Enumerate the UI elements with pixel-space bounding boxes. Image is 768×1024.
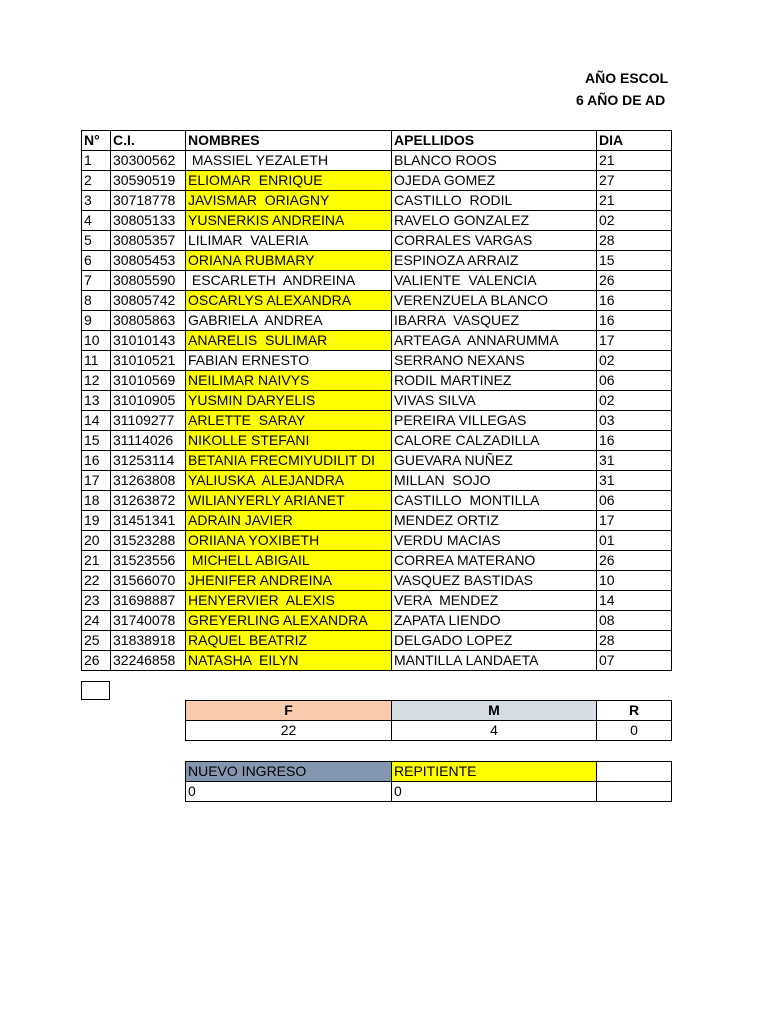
row-number[interactable]: 26 [82, 651, 111, 671]
table-row [82, 371, 672, 391]
row-dia[interactable]: 17 [597, 331, 672, 351]
table-row [82, 271, 672, 291]
row-apellidos[interactable]: PEREIRA VILLEGAS [392, 411, 597, 431]
row-ci[interactable]: 31740078 [111, 611, 186, 631]
table-row [82, 551, 672, 571]
row-number[interactable]: 21 [82, 551, 111, 571]
row-ci[interactable]: 30805863 [111, 311, 186, 331]
summary-value-f[interactable]: 22 [186, 721, 392, 741]
row-apellidos[interactable]: VERA MENDEZ [392, 591, 597, 611]
row-dia[interactable]: 28 [597, 231, 672, 251]
row-ci[interactable]: 31253114 [111, 451, 186, 471]
row-number[interactable]: 16 [82, 451, 111, 471]
row-ci[interactable]: 31114026 [111, 431, 186, 451]
row-dia[interactable]: 07 [597, 651, 672, 671]
enrollment-header-empty[interactable] [597, 762, 672, 782]
row-nombres[interactable]: GABRIELA ANDREA [186, 311, 392, 331]
student-roster-table [81, 130, 672, 671]
row-ci[interactable]: 30805590 [111, 271, 186, 291]
title-line-1: AÑO ESCOL [585, 70, 669, 86]
table-row [82, 391, 672, 411]
row-nombres[interactable]: ORIIANA YOXIBETH [186, 531, 392, 551]
enrollment-values-row [186, 782, 672, 802]
row-number[interactable]: 19 [82, 511, 111, 531]
row-dia[interactable]: 16 [597, 311, 672, 331]
row-ci[interactable]: 31263808 [111, 471, 186, 491]
row-number[interactable]: 10 [82, 331, 111, 351]
row-dia[interactable]: 02 [597, 351, 672, 371]
row-number[interactable]: 4 [82, 211, 111, 231]
row-number[interactable]: 25 [82, 631, 111, 651]
row-nombres[interactable]: ADRAIN JAVIER [186, 511, 392, 531]
row-dia[interactable]: 03 [597, 411, 672, 431]
column-header-apellidos[interactable]: APELLIDOS [392, 131, 597, 151]
row-ci[interactable]: 30590519 [111, 171, 186, 191]
row-ci[interactable]: 31010569 [111, 371, 186, 391]
table-row [82, 411, 672, 431]
row-apellidos[interactable]: IBARRA VASQUEZ [392, 311, 597, 331]
row-nombres[interactable]: JHENIFER ANDREINA [186, 571, 392, 591]
row-number[interactable]: 9 [82, 311, 111, 331]
table-row [82, 311, 672, 331]
row-apellidos[interactable]: VERDU MACIAS [392, 531, 597, 551]
column-header-number[interactable]: N° [82, 131, 111, 151]
row-number[interactable]: 15 [82, 431, 111, 451]
table-row [82, 571, 672, 591]
row-apellidos[interactable]: MENDEZ ORTIZ [392, 511, 597, 531]
enrollment-summary-table [185, 761, 672, 802]
row-apellidos[interactable]: GUEVARA NUÑEZ [392, 451, 597, 471]
row-number[interactable]: 17 [82, 471, 111, 491]
table-row [82, 151, 672, 171]
row-ci[interactable]: 31010143 [111, 331, 186, 351]
table-row [82, 331, 672, 351]
enrollment-value-empty[interactable] [597, 782, 672, 802]
row-dia[interactable]: 08 [597, 611, 672, 631]
row-dia[interactable]: 16 [597, 291, 672, 311]
gender-summary-table [185, 700, 672, 741]
row-apellidos[interactable]: SERRANO NEXANS [392, 351, 597, 371]
column-header-dia[interactable]: DIA [597, 131, 672, 151]
row-nombres[interactable]: MASSIEL YEZALETH [186, 151, 392, 171]
row-ci[interactable]: 30718778 [111, 191, 186, 211]
row-apellidos[interactable]: CASTILLO RODIL [392, 191, 597, 211]
row-ci[interactable]: 31566070 [111, 571, 186, 591]
table-row [82, 351, 672, 371]
row-nombres[interactable]: LILIMAR VALERIA [186, 231, 392, 251]
row-apellidos[interactable]: DELGADO LOPEZ [392, 631, 597, 651]
row-number[interactable]: 24 [82, 611, 111, 631]
row-nombres[interactable]: NATASHA EILYN [186, 651, 392, 671]
row-dia[interactable]: 15 [597, 251, 672, 271]
row-ci[interactable]: 31523288 [111, 531, 186, 551]
summary-header-r[interactable]: R [597, 701, 672, 721]
row-dia[interactable]: 14 [597, 591, 672, 611]
row-nombres[interactable]: ELIOMAR ENRIQUE [186, 171, 392, 191]
row-nombres[interactable]: ESCARLETH ANDREINA [186, 271, 392, 291]
row-nombres[interactable]: WILIANYERLY ARIANET [186, 491, 392, 511]
row-apellidos[interactable]: CORREA MATERANO [392, 551, 597, 571]
row-nombres[interactable]: GREYERLING ALEXANDRA [186, 611, 392, 631]
summary-value-m[interactable]: 4 [392, 721, 597, 741]
row-ci[interactable]: 31523556 [111, 551, 186, 571]
summary-header-m[interactable]: M [392, 701, 597, 721]
table-row [82, 291, 672, 311]
row-nombres[interactable]: MICHELL ABIGAIL [186, 551, 392, 571]
row-ci[interactable]: 31010521 [111, 351, 186, 371]
row-dia[interactable]: 06 [597, 491, 672, 511]
row-apellidos[interactable]: VERENZUELA BLANCO [392, 291, 597, 311]
empty-cell[interactable] [81, 681, 110, 700]
row-ci[interactable]: 30805357 [111, 231, 186, 251]
row-apellidos[interactable]: ESPINOZA ARRAIZ [392, 251, 597, 271]
row-number[interactable]: 2 [82, 171, 111, 191]
row-number[interactable]: 7 [82, 271, 111, 291]
table-row [82, 591, 672, 611]
row-apellidos[interactable]: ARTEAGA ANNARUMMA [392, 331, 597, 351]
table-row [82, 531, 672, 551]
summary-values-row [186, 721, 672, 741]
row-number[interactable]: 8 [82, 291, 111, 311]
table-row [82, 211, 672, 231]
row-dia[interactable]: 21 [597, 191, 672, 211]
table-row [82, 511, 672, 531]
table-row [82, 491, 672, 511]
row-apellidos[interactable]: MILLAN SOJO [392, 471, 597, 491]
table-row [82, 471, 672, 491]
table-row [82, 611, 672, 631]
row-nombres[interactable]: NEILIMAR NAIVYS [186, 371, 392, 391]
roster-header-row [82, 131, 672, 151]
enrollment-header-row [186, 762, 672, 782]
row-dia[interactable]: 27 [597, 171, 672, 191]
row-nombres[interactable]: YALIUSKA ALEJANDRA [186, 471, 392, 491]
row-dia[interactable]: 01 [597, 531, 672, 551]
row-nombres[interactable]: ANARELIS SULIMAR [186, 331, 392, 351]
table-row [82, 171, 672, 191]
row-apellidos[interactable]: OJEDA GOMEZ [392, 171, 597, 191]
row-apellidos[interactable]: MANTILLA LANDAETA [392, 651, 597, 671]
row-dia[interactable]: 28 [597, 631, 672, 651]
table-row [82, 631, 672, 651]
row-ci[interactable]: 31010905 [111, 391, 186, 411]
column-header-nombres[interactable]: NOMBRES [186, 131, 392, 151]
row-nombres[interactable]: FABIAN ERNESTO [186, 351, 392, 371]
row-ci[interactable]: 31451341 [111, 511, 186, 531]
row-apellidos[interactable]: VALIENTE VALENCIA [392, 271, 597, 291]
row-dia[interactable]: 21 [597, 151, 672, 171]
row-apellidos[interactable]: BLANCO ROOS [392, 151, 597, 171]
row-apellidos[interactable]: RODIL MARTINEZ [392, 371, 597, 391]
row-number[interactable]: 3 [82, 191, 111, 211]
row-apellidos[interactable]: CORRALES VARGAS [392, 231, 597, 251]
row-ci[interactable]: 31698887 [111, 591, 186, 611]
row-number[interactable]: 1 [82, 151, 111, 171]
row-ci[interactable]: 30300562 [111, 151, 186, 171]
row-ci[interactable]: 31263872 [111, 491, 186, 511]
row-dia[interactable]: 02 [597, 391, 672, 411]
row-number[interactable]: 22 [82, 571, 111, 591]
table-row [82, 451, 672, 471]
row-apellidos[interactable]: CALORE CALZADILLA [392, 431, 597, 451]
enrollment-value-repitiente[interactable]: 0 [392, 782, 597, 802]
row-apellidos[interactable]: RAVELO GONZALEZ [392, 211, 597, 231]
row-dia[interactable]: 10 [597, 571, 672, 591]
row-dia[interactable]: 26 [597, 551, 672, 571]
row-dia[interactable]: 26 [597, 271, 672, 291]
row-ci[interactable]: 30805453 [111, 251, 186, 271]
row-number[interactable]: 12 [82, 371, 111, 391]
row-nombres[interactable]: OSCARLYS ALEXANDRA [186, 291, 392, 311]
row-dia[interactable]: 02 [597, 211, 672, 231]
table-row [82, 191, 672, 211]
row-nombres[interactable]: ARLETTE SARAY [186, 411, 392, 431]
row-apellidos[interactable]: VASQUEZ BASTIDAS [392, 571, 597, 591]
table-row [82, 251, 672, 271]
enrollment-header-nuevo-ingreso[interactable]: NUEVO INGRESO [186, 762, 392, 782]
row-nombres[interactable]: JAVISMAR ORIAGNY [186, 191, 392, 211]
row-number[interactable]: 14 [82, 411, 111, 431]
row-nombres[interactable]: NIKOLLE STEFANI [186, 431, 392, 451]
row-apellidos[interactable]: VIVAS SILVA [392, 391, 597, 411]
row-dia[interactable]: 16 [597, 431, 672, 451]
row-number[interactable]: 18 [82, 491, 111, 511]
row-apellidos[interactable]: ZAPATA LIENDO [392, 611, 597, 631]
column-header-ci[interactable]: C.I. [111, 131, 186, 151]
row-nombres[interactable]: BETANIA FRECMIYUDILIT DI [186, 451, 392, 471]
enrollment-header-repitiente[interactable]: REPITIENTE [392, 762, 597, 782]
row-ci[interactable]: 32246858 [111, 651, 186, 671]
table-row [82, 231, 672, 251]
row-number[interactable]: 20 [82, 531, 111, 551]
row-ci[interactable]: 31109277 [111, 411, 186, 431]
row-nombres[interactable]: HENYERVIER ALEXIS [186, 591, 392, 611]
row-nombres[interactable]: YUSNERKIS ANDREINA [186, 211, 392, 231]
row-number[interactable]: 13 [82, 391, 111, 411]
enrollment-value-nuevo-ingreso[interactable]: 0 [186, 782, 392, 802]
table-row [82, 431, 672, 451]
row-number[interactable]: 5 [82, 231, 111, 251]
summary-header-f[interactable]: F [186, 701, 392, 721]
row-apellidos[interactable]: CASTILLO MONTILLA [392, 491, 597, 511]
row-nombres[interactable]: ORIANA RUBMARY [186, 251, 392, 271]
row-dia[interactable]: 31 [597, 451, 672, 471]
row-dia[interactable]: 31 [597, 471, 672, 491]
row-number[interactable]: 11 [82, 351, 111, 371]
row-ci[interactable]: 30805133 [111, 211, 186, 231]
row-nombres[interactable]: RAQUEL BEATRIZ [186, 631, 392, 651]
row-ci[interactable]: 30805742 [111, 291, 186, 311]
summary-header-row [186, 701, 672, 721]
row-number[interactable]: 23 [82, 591, 111, 611]
row-nombres[interactable]: YUSMIN DARYELIS [186, 391, 392, 411]
table-row [82, 651, 672, 671]
row-ci[interactable]: 31838918 [111, 631, 186, 651]
row-number[interactable]: 6 [82, 251, 111, 271]
title-line-2: 6 AÑO DE AD [576, 92, 666, 108]
row-dia[interactable]: 17 [597, 511, 672, 531]
row-dia[interactable]: 06 [597, 371, 672, 391]
summary-value-r[interactable]: 0 [597, 721, 672, 741]
